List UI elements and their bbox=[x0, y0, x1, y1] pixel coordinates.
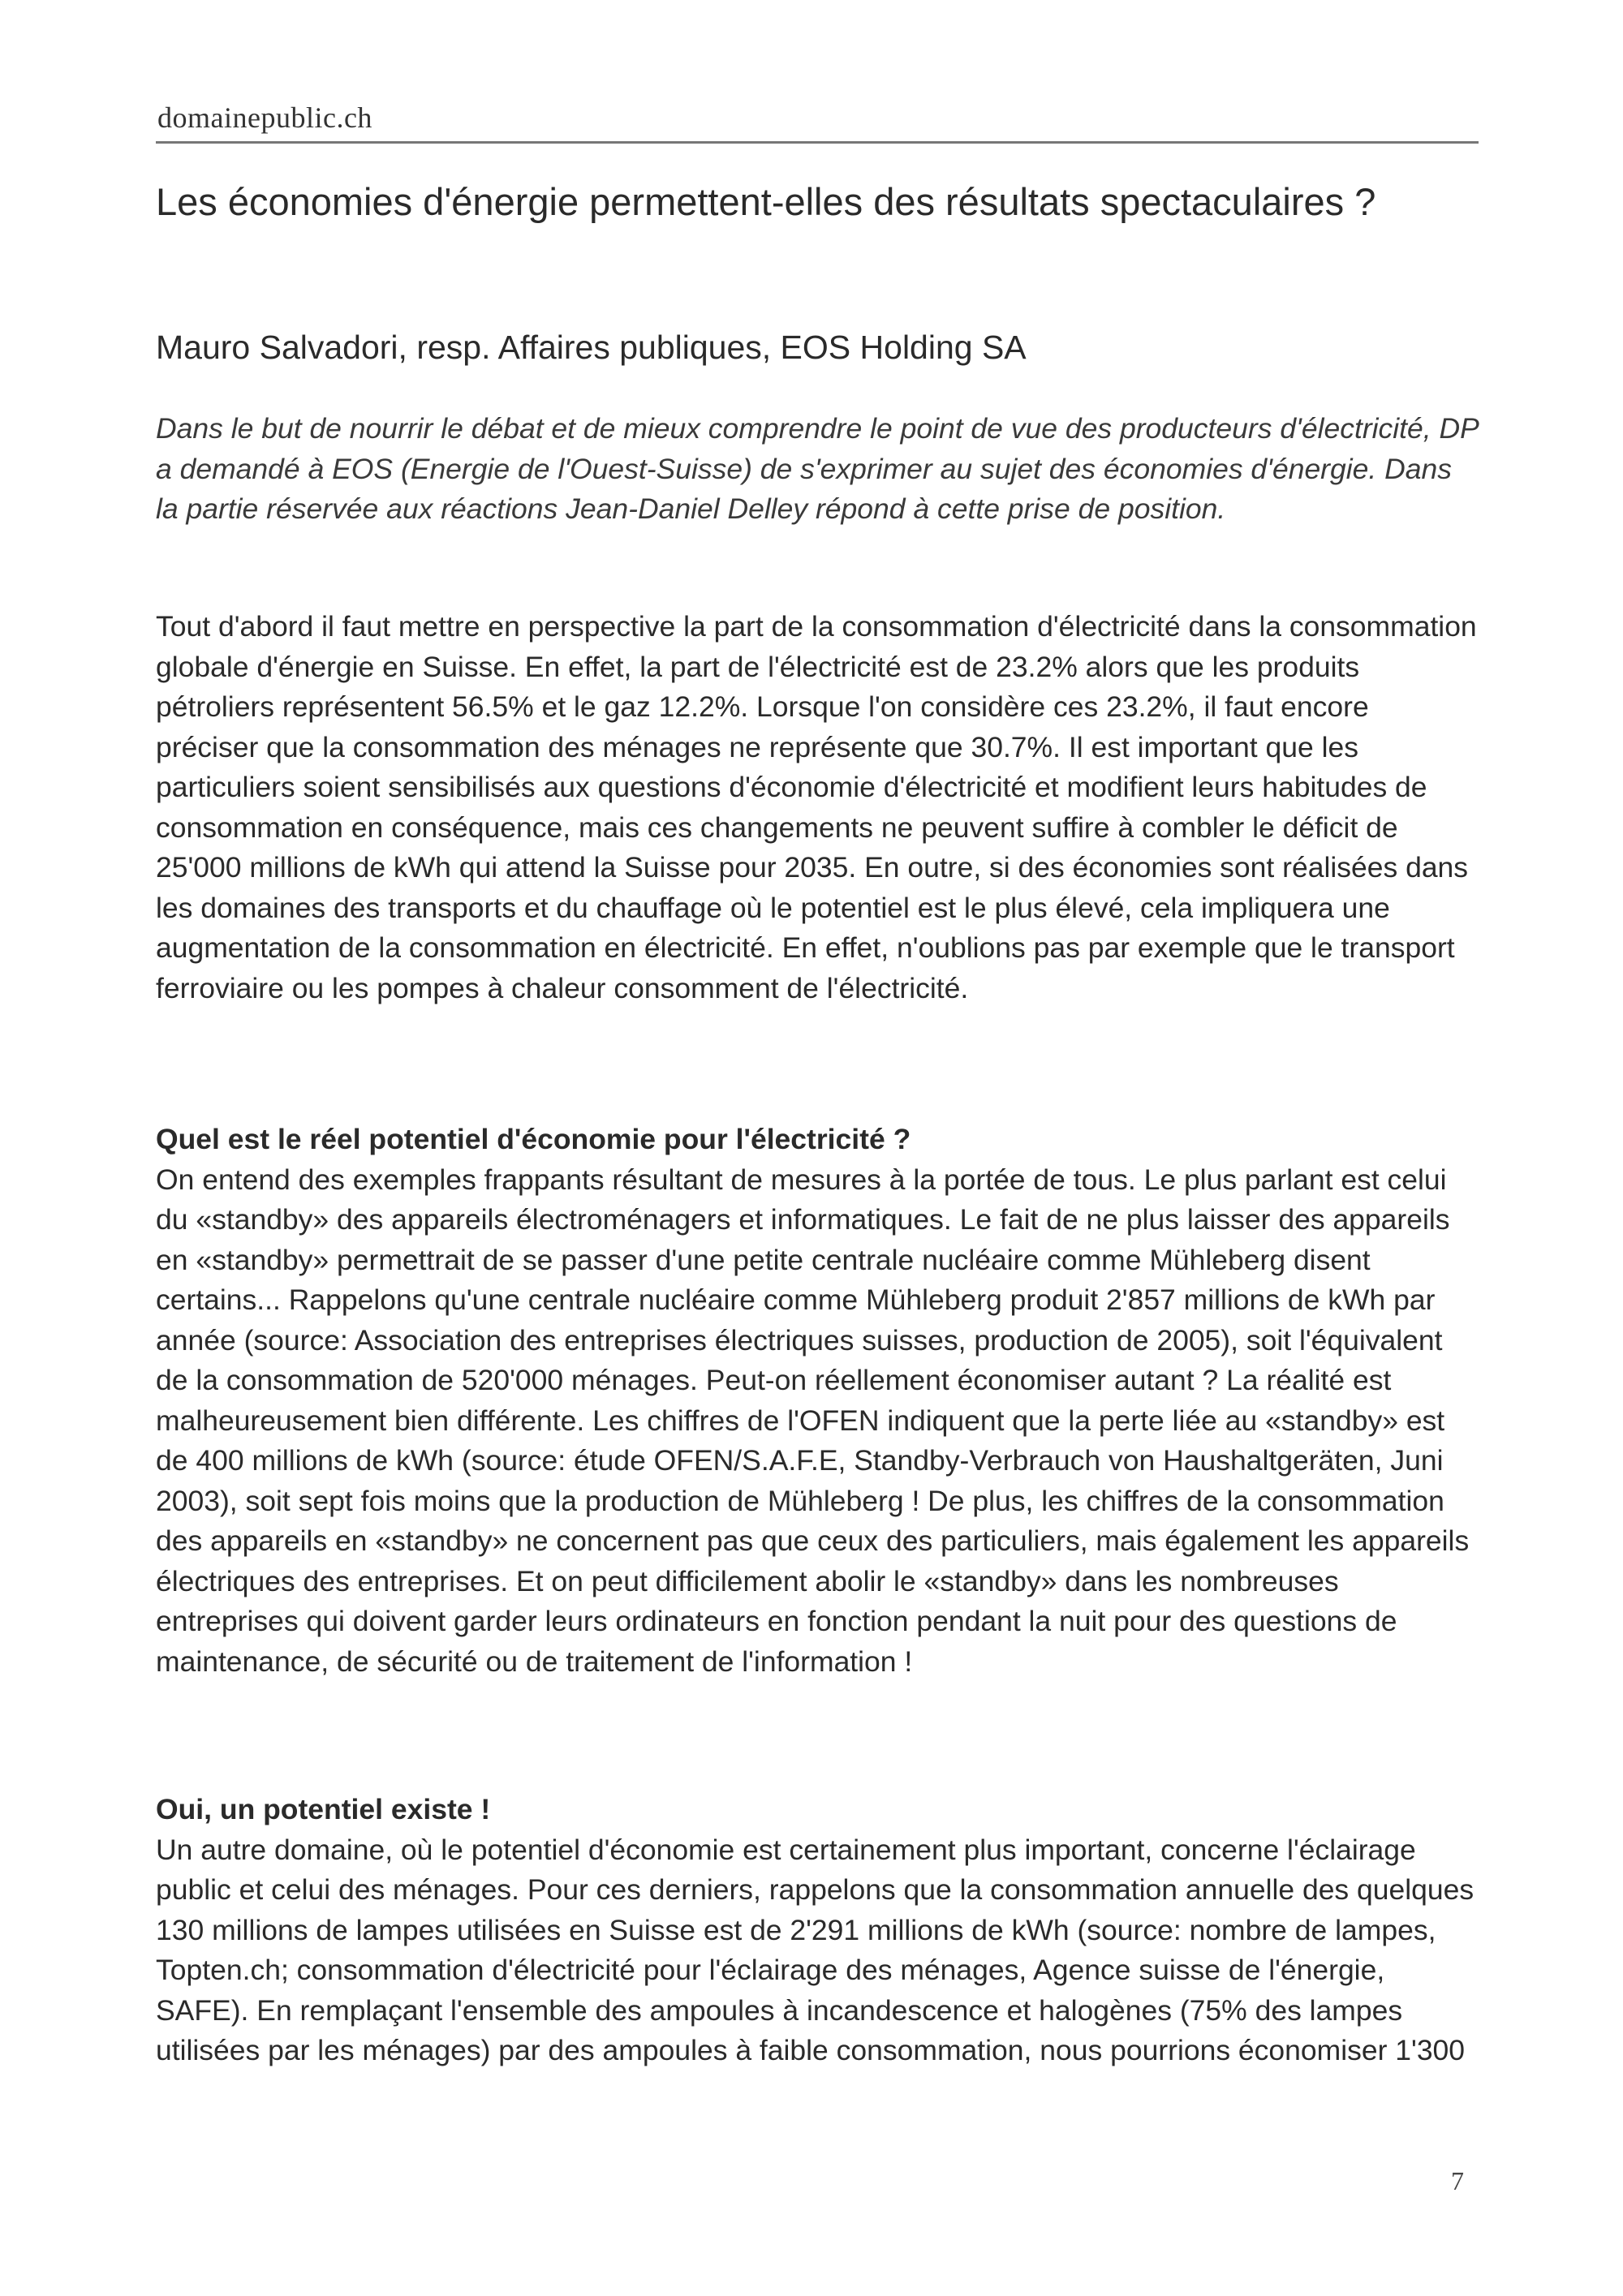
section-heading: Quel est le réel potentiel d'économie pour l'électricité ? bbox=[156, 1123, 911, 1155]
article-section bbox=[156, 1790, 1479, 2071]
section-paragraph: Un autre domaine, où le potentiel d'économie est certainement plus important, concerne l'éclairage public et celui des ménages. Pour ces derniers, rappelons que la consommation annuelle des quelques 130 millions de lampes utilisées en Suisse est de 2'291 millions de kWh (source: nombre de lampes, Topten.ch; consommation d'électricité pour l'éclairage des ménages, Agence suisse de l'énergie, SAFE). En remplaçant l'ensemble des ampoules à incandescence et halogènes (75% des lampes utilisées par les ménages) par des ampoules à faible consommation, nous pourrions économiser 1'300 bbox=[156, 1833, 1474, 2066]
section-heading: Oui, un potentiel existe ! bbox=[156, 1793, 491, 1825]
article-intro: Dans le but de nourrir le débat et de mieux comprendre le point de vue des producteurs d'électricité, DP a demandé à EOS (Energie de l'Ouest-Suisse) de s'exprimer au sujet des économies d'énergie. Dans la partie réservée aux réactions Jean-Daniel Delley répond à cette prise de position. bbox=[156, 412, 1479, 525]
article-author: Mauro Salvadori, resp. Affaires publiques, EOS Holding SA bbox=[156, 329, 1027, 366]
article-paragraph: Tout d'abord il faut mettre en perspective la part de la consommation d'électricité dans la consommation globale d'énergie en Suisse. En effet, la part de l'électricité est de 23.2% alors que les produits pétroliers représentent 56.5% et le gaz 12.2%. Lorsque l'on considère ces 23.2%, il faut encore préciser que la consommation des ménages ne représente que 30.7%. Il est important que les particuliers soient sensibilisés aux questions d'économie d'électricité et modifient leurs habitudes de consommation en conséquence, mais ces changements ne peuvent suffire à combler le déficit de 25'000 millions de kWh qui attend la Suisse pour 2035. En outre, si des économies sont réalisées dans les domaines des transports et du chauffage où le potentiel est le plus élevé, cela impliquera une augmentation de la consommation en électricité. En effet, n'oublions pas par exemple que le transport ferroviaire ou les pompes à chaleur consomment de l'électricité. bbox=[156, 610, 1477, 1004]
page-number: 7 bbox=[1451, 2166, 1464, 2195]
section-paragraph: On entend des exemples frappants résultant de mesures à la portée de tous. Le plus parlant est celui du «standby» des appareils électroménagers et informatiques. Le fait de ne plus laisser des appareils en «standby» permettrait de se passer d'une petite centrale nucléaire comme Mühleberg disent certains... Rappelons qu'une centrale nucléaire comme Mühleberg produit 2'857 millions de kWh par année (source: Association des entreprises électriques suisses, production de 2005), soit l'équivalent de la consommation de 520'000 ménages. Peut-on réellement économiser autant ? La réalité est malheureusement bien différente. Les chiffres de l'OFEN indiquent que la perte liée au «standby» est de 400 millions de kWh (source: étude OFEN/S.A.F.E, Standby-Verbrauch von Haushaltgeräten, Juni 2003), soit sept fois moins que la production de Mühleberg ! De plus, les chiffres de la consommation des appareils en «standby» ne concernent pas que ceux des particuliers, mais également les appareils électriques des entreprises. Et on peut difficilement abolir le «standby» dans les nombreuses entreprises qui doivent garder leurs ordinateurs en fonction pendant la nuit pour des questions de maintenance, de sécurité ou de traitement de l'information ! bbox=[156, 1163, 1470, 1678]
article-title: Les économies d'énergie permettent-elles des résultats spectaculaires ? bbox=[156, 180, 1376, 223]
article-section bbox=[156, 1120, 1479, 1682]
site-name: domainepublic.ch bbox=[157, 101, 372, 134]
document-page bbox=[156, 0, 1479, 2296]
page-header bbox=[156, 96, 1479, 144]
